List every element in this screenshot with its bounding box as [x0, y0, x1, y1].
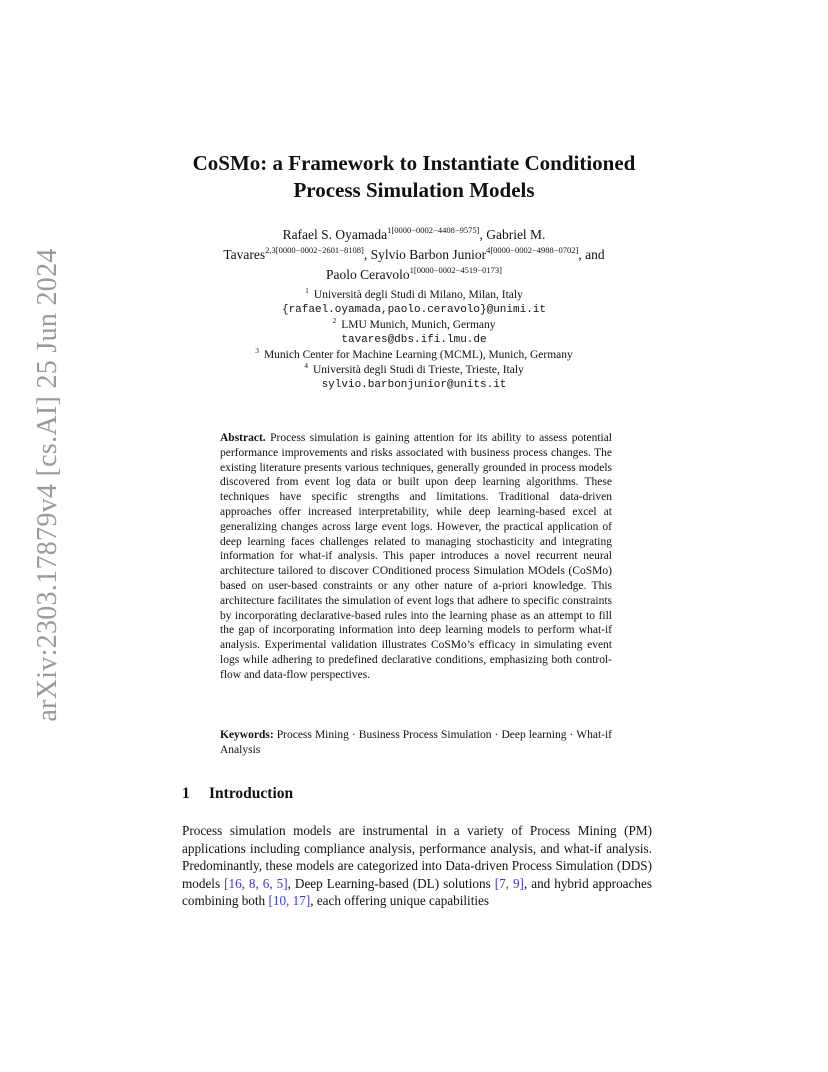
citation-link[interactable]: [7, 9]: [494, 875, 524, 891]
intro-text: , and hybrid approaches combining both: [182, 875, 652, 908]
affiliation-4: [176, 363, 652, 378]
citation-link[interactable]: [16, 8, 6, 5]: [224, 875, 288, 891]
author-2-orcid: 2,3[0000−0002−2601−8108]: [265, 245, 364, 255]
author-separator: , and: [578, 247, 605, 262]
author-3-orcid: 4[0000−0002−4988−0702]: [486, 245, 579, 255]
citation-link[interactable]: [10, 17]: [268, 893, 311, 908]
intro-text: , each offering unique capabilities: [310, 893, 490, 908]
affiliation-2-email[interactable]: tavares@dbs.ifi.lmu.de: [341, 334, 487, 346]
author-4: Paolo Ceravolo: [326, 267, 410, 282]
author-separator: , Gabriel M.: [479, 227, 546, 242]
author-1-orcid: 1[0000−0002−4408−9575]: [387, 225, 480, 235]
affiliation-number: 4: [304, 361, 308, 370]
affiliation-name: Università degli Studi di Trieste, Trieste, Italy: [312, 364, 524, 376]
section-heading: [182, 785, 293, 803]
author-4-orcid: 1[0000−0002−4519−0173]: [409, 265, 502, 275]
affiliation-name: Università degli Studi di Milano, Milan, Italy: [313, 289, 523, 301]
affiliation-2: [176, 318, 652, 333]
affiliation-1-email[interactable]: {rafael.oyamada,paolo.ceravolo}@unimi.it: [281, 304, 547, 316]
title-line-2: Process Simulation Models: [293, 178, 535, 202]
affiliation-number: 2: [332, 316, 337, 325]
affiliation-name: LMU Munich, Munich, Germany: [341, 319, 496, 331]
affiliation-1: [176, 288, 652, 303]
section-number: 1: [182, 785, 190, 802]
affiliation-number: 1: [305, 286, 309, 295]
affiliation-3: [176, 348, 652, 363]
affiliation-name: Munich Center for Machine Learning (MCML), Munich, Germany: [263, 349, 573, 361]
keywords-text: Process Mining · Business Process Simulation · Deep learning · What-if Analysis: [220, 729, 612, 756]
title-line-1: CoSMo: a Framework to Instantiate Conditioned: [192, 151, 636, 175]
intro-paragraph: [182, 822, 652, 910]
abstract: [220, 431, 612, 683]
author-list: [176, 225, 652, 285]
intro-text: , Deep Learning-based (DL) solutions: [287, 875, 495, 891]
affiliation-number: 3: [255, 346, 259, 355]
author-1: Rafael S. Oyamada: [282, 227, 388, 242]
abstract-label: Abstract.: [220, 432, 266, 444]
paper-title: [160, 150, 668, 204]
abstract-text: Process simulation is gaining attention for its ability to assess potential performance improvements and risks associated with business process changes. The existing literature presents various techniques, generally grounded in process models discovered from event log data or built upon deep learning algorithms. These techniques have specific strengths and limitations. Traditional data-driven approaches offer increased interpretability, while deep learning-based excel at generalizing changes across large event logs. However, the practical application of deep learning faces challenges related to managing stochasticity and integrating information for what-if analysis. This paper introduces a novel recurrent neural architecture tailored to discover COnditioned process Simulation MOdels (CoSMo) based on user-based constraints or any other nature of a-priori knowledge. This architecture facilitates the simulation of event logs that adhere to specific constraints by incorporating declarative-based rules into the learning phase as an attempt to fill the gap of incorporating information into deep learning models to perform what-if analysis. Experimental validation illustrates CoSMo’s efficacy in simulating event logs while adhering to predefined declarative conditions, emphasizing both control-flow and data-flow perspectives.: [220, 432, 613, 681]
author-3: , Sylvio Barbon Junior: [363, 247, 487, 262]
keywords: [220, 728, 612, 758]
arxiv-identifier: arXiv:2303.17879v4 [cs.AI] 25 Jun 2024: [32, 248, 63, 722]
section-title: Introduction: [209, 785, 294, 802]
affiliation-4-email[interactable]: sylvio.barbonjunior@units.it: [321, 379, 507, 391]
keywords-label: Keywords:: [220, 729, 274, 741]
author-2: Tavares: [223, 247, 266, 262]
affiliations: [176, 288, 652, 393]
intro-text: Process simulation models are instrumental in a variety of Process Mining (PM) applications including compliance analysis, performance analysis, and what-if analysis. Predominantly, these models are categorized into Data-driven Process Simulation (DDS) models: [182, 823, 652, 891]
